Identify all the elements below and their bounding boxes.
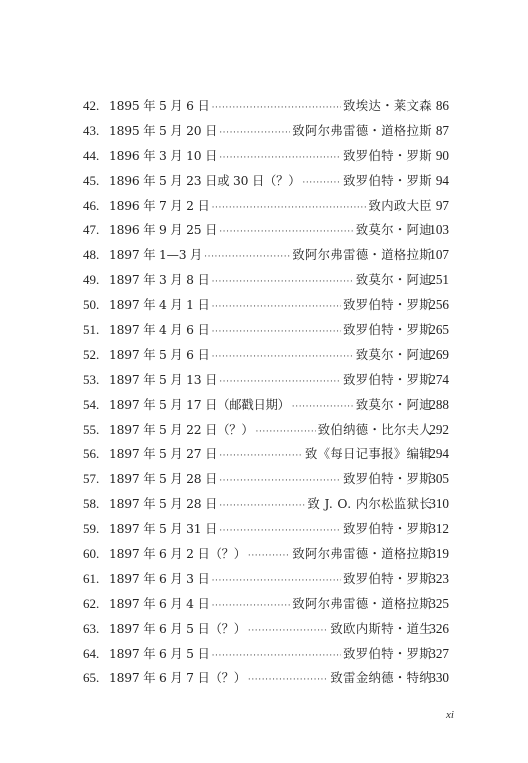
dot-leader [302, 171, 341, 196]
entry-page-number: 87 [435, 122, 449, 138]
toc-entry [0, 194, 528, 219]
entry-date: 1897 年 5 月 6 日 [109, 347, 210, 362]
entry-page-number: 94 [435, 172, 449, 188]
dot-leader [212, 295, 342, 320]
toc-entry [0, 666, 528, 691]
entry-title: 致阿尔弗雷德・道格拉斯 [292, 123, 432, 138]
entry-page-number: 319 [429, 546, 449, 562]
entry-page-number: 288 [429, 396, 449, 412]
dot-leader [292, 395, 354, 420]
toc-entry [0, 517, 528, 542]
entry-number: 44. [83, 147, 100, 163]
dot-leader [248, 544, 290, 569]
entry-line [109, 194, 432, 221]
dot-leader [212, 96, 342, 121]
toc-entry [0, 368, 528, 393]
entry-number: 51. [83, 322, 100, 338]
entry-line [109, 144, 432, 171]
toc-entry [0, 467, 528, 492]
entry-line [109, 617, 432, 644]
entry-date: 1895 年 5 月 6 日 [109, 99, 210, 113]
dot-leader [219, 220, 354, 245]
entry-number: 45. [83, 172, 100, 188]
toc-entry [0, 617, 528, 642]
entry-line [109, 243, 432, 270]
toc-entry [0, 94, 528, 119]
entry-title: 致雷金纳德・特纳 [330, 671, 432, 686]
entry-number: 65. [83, 670, 100, 686]
entry-title: 致欧内斯特・道生 [330, 621, 432, 636]
entry-page-number: 251 [429, 272, 449, 288]
dot-leader [212, 594, 291, 619]
dot-leader [219, 121, 290, 146]
entry-title: 致罗伯特・罗斯 [343, 522, 432, 537]
entry-page-number: 325 [429, 595, 449, 611]
entry-title: 致罗伯特・罗斯 [343, 646, 432, 661]
entry-date: 1896 年 3 月 10 日 [109, 148, 218, 163]
entry-line [109, 642, 432, 669]
entry-date: 1897 年 6 月 5 日（？） [109, 621, 246, 636]
entry-page-number: 103 [429, 222, 449, 238]
entry-page-number: 86 [435, 98, 449, 113]
entry-page-number: 294 [429, 446, 449, 462]
entry-number: 43. [83, 122, 100, 138]
entry-page-number: 90 [435, 147, 449, 163]
entry-title: 致莫尔・阿迪 [355, 273, 432, 288]
entry-date: 1897 年 6 月 3 日 [109, 571, 210, 586]
entry-date: 1897 年 5 月 28 日 [109, 472, 218, 487]
entry-line [109, 442, 432, 469]
entry-line [109, 293, 432, 320]
entry-date: 1897 年 3 月 8 日 [109, 273, 210, 288]
toc-entry [0, 567, 528, 592]
entry-line [109, 94, 432, 121]
entry-line [109, 666, 432, 693]
entry-date: 1896 年 5 月 23 日或 30 日（？） [109, 173, 301, 188]
entry-number: 47. [83, 222, 100, 238]
dot-leader [256, 420, 316, 445]
entry-date: 1897 年 5 月 28 日 [109, 497, 218, 512]
dot-leader [212, 345, 354, 370]
entry-title: 致莫尔・阿迪 [355, 347, 432, 362]
entry-date: 1897 年 6 月 7 日（？） [109, 671, 246, 686]
toc-entry [0, 268, 528, 293]
entry-number: 49. [83, 272, 100, 288]
entry-title: 致罗伯特・罗斯 [343, 298, 432, 313]
dot-leader [219, 469, 341, 494]
entry-date: 1897 年 5 月 31 日 [109, 522, 218, 537]
entry-page-number: 256 [429, 297, 449, 313]
entry-line [109, 467, 432, 494]
toc-entry [0, 542, 528, 567]
dot-leader [212, 569, 342, 594]
entry-page-number: 305 [429, 471, 449, 487]
toc-entry [0, 144, 528, 169]
entry-date: 1895 年 5 月 20 日 [109, 123, 218, 138]
entry-title: 致内政大臣 [368, 198, 432, 213]
entry-number: 54. [83, 396, 100, 412]
entry-title: 致罗伯特・罗斯 [343, 173, 432, 188]
entry-page-number: 274 [429, 371, 449, 387]
entry-date: 1897 年 1—3 月 [109, 248, 203, 263]
entry-title: 致伯纳德・比尔夫人 [317, 422, 432, 437]
entry-number: 60. [83, 546, 100, 562]
entry-date: 1897 年 5 月 27 日 [109, 447, 218, 462]
entry-page-number: 269 [429, 346, 449, 362]
entry-page-number: 107 [429, 247, 449, 263]
entry-date: 1897 年 5 月 22 日（？） [109, 422, 254, 437]
dot-leader [212, 196, 367, 221]
entry-number: 46. [83, 197, 100, 213]
entry-number: 55. [83, 421, 100, 437]
entry-number: 52. [83, 346, 100, 362]
entry-date: 1897 年 6 月 2 日（？） [109, 547, 246, 562]
toc-entry [0, 492, 528, 517]
dot-leader [212, 320, 342, 345]
entry-page-number: 97 [435, 197, 449, 213]
toc-entry [0, 393, 528, 418]
toc-entry [0, 418, 528, 443]
dot-leader [212, 270, 354, 295]
entry-line [109, 318, 432, 345]
entry-title: 致埃达・莱文森 [343, 99, 432, 113]
entry-page-number: 323 [429, 570, 449, 586]
dot-leader [219, 519, 341, 544]
entry-date: 1897 年 6 月 4 日 [109, 596, 210, 611]
entry-number: 62. [83, 595, 100, 611]
entry-date: 1896 年 7 月 2 日 [109, 198, 210, 213]
entry-line [109, 268, 432, 295]
entry-line [109, 542, 432, 569]
entry-date: 1897 年 5 月 17 日（邮戳日期） [109, 397, 290, 412]
entry-title: 致罗伯特・罗斯 [343, 472, 432, 487]
entry-page-number: 327 [429, 645, 449, 661]
entry-number: 57. [83, 471, 100, 487]
entry-page-number: 312 [429, 521, 449, 537]
entry-number: 59. [83, 521, 100, 537]
entry-line [109, 368, 432, 395]
entry-date: 1897 年 6 月 5 日 [109, 646, 210, 661]
entry-page-number: 326 [429, 620, 449, 636]
entry-line [109, 492, 432, 519]
entry-line [109, 592, 432, 619]
toc-entry [0, 442, 528, 467]
dot-leader [219, 444, 303, 469]
entry-title: 致罗伯特・罗斯 [343, 571, 432, 586]
entry-title: 致罗伯特・罗斯 [343, 323, 432, 338]
entry-line [109, 119, 432, 146]
entry-page-number: 310 [429, 496, 449, 512]
entry-title: 致莫尔・阿迪 [355, 223, 432, 238]
toc-entry [0, 318, 528, 343]
entry-number: 42. [83, 98, 100, 113]
dot-leader [204, 245, 290, 270]
entry-title: 致罗伯特・罗斯 [343, 148, 432, 163]
dot-leader [219, 370, 341, 395]
entry-page-number: 292 [429, 421, 449, 437]
entry-line [109, 418, 432, 445]
toc-entry [0, 218, 528, 243]
entry-date: 1897 年 5 月 13 日 [109, 372, 218, 387]
entry-date: 1897 年 4 月 1 日 [109, 298, 210, 313]
toc-entry [0, 592, 528, 617]
entry-line [109, 343, 432, 370]
toc-entry [0, 293, 528, 318]
entry-title: 致 J. O. 内尔松监狱长 [307, 497, 432, 512]
entry-date: 1896 年 9 月 25 日 [109, 223, 218, 238]
table-of-contents [0, 94, 528, 691]
entry-page-number: 265 [429, 322, 449, 338]
entry-title: 致莫尔・阿迪 [355, 397, 432, 412]
toc-entry [0, 169, 528, 194]
entry-line [109, 567, 432, 594]
page-folio: xi [446, 709, 454, 721]
entry-title: 致阿尔弗雷德・道格拉斯 [292, 248, 432, 263]
entry-number: 50. [83, 297, 100, 313]
toc-entry [0, 642, 528, 667]
dot-leader [212, 644, 342, 669]
entry-title: 致《每日记事报》编辑 [305, 447, 432, 462]
entry-line [109, 517, 432, 544]
entry-title: 致罗伯特・罗斯 [343, 372, 432, 387]
dot-leader [248, 619, 329, 644]
toc-entry [0, 243, 528, 268]
entry-line [109, 169, 432, 196]
entry-line [109, 393, 432, 420]
toc-entry [0, 343, 528, 368]
entry-page-number: 330 [429, 670, 449, 686]
entry-number: 64. [83, 645, 100, 661]
entry-number: 56. [83, 446, 100, 462]
entry-number: 58. [83, 496, 100, 512]
entry-number: 63. [83, 620, 100, 636]
entry-number: 48. [83, 247, 100, 263]
dot-leader [219, 494, 305, 519]
entry-number: 61. [83, 570, 100, 586]
dot-leader [248, 668, 329, 693]
entry-title: 致阿尔弗雷德・道格拉斯 [292, 596, 432, 611]
toc-entry [0, 119, 528, 144]
entry-number: 53. [83, 371, 100, 387]
entry-date: 1897 年 4 月 6 日 [109, 323, 210, 338]
entry-title: 致阿尔弗雷德・道格拉斯 [292, 547, 432, 562]
entry-line [109, 218, 432, 245]
dot-leader [219, 146, 341, 171]
